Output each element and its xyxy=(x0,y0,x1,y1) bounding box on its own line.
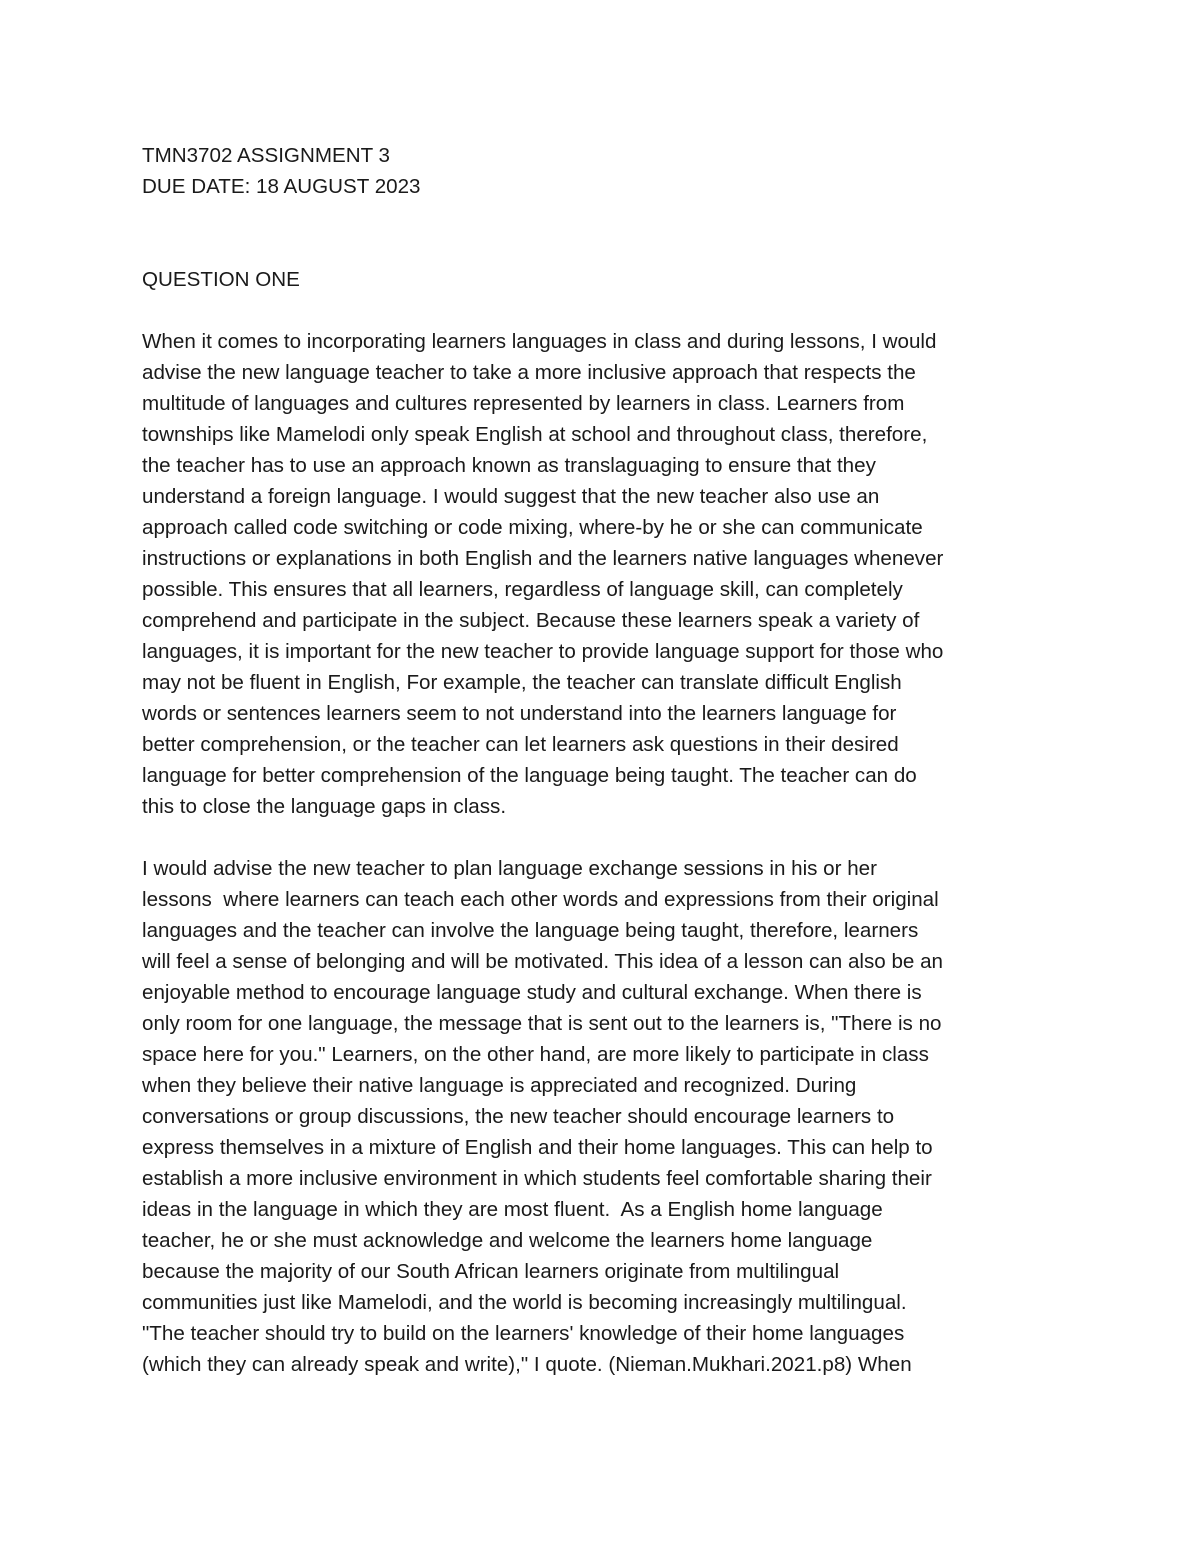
text-line: establish a more inclusive environment in which students feel comfortable sharing their xyxy=(142,1167,932,1190)
text-line: advise the new language teacher to take a more inclusive approach that respects the xyxy=(142,361,916,384)
paragraph-one xyxy=(142,326,1072,822)
text-line: comprehend and participate in the subject. Because these learners speak a variety of xyxy=(142,609,920,632)
paragraph-two xyxy=(142,853,1072,1380)
text-line: I would advise the new teacher to plan language exchange sessions in his or her xyxy=(142,857,877,880)
text-line: lessons where learners can teach each other words and expressions from their original xyxy=(142,888,939,911)
spacer xyxy=(142,822,1072,853)
text-line: possible. This ensures that all learners, regardless of language skill, can completely xyxy=(142,578,903,601)
text-line: because the majority of our South African learners originate from multilingual xyxy=(142,1260,840,1283)
question-heading: QUESTION ONE xyxy=(142,268,300,291)
text-line: conversations or group discussions, the new teacher should encourage learners to xyxy=(142,1105,895,1128)
text-line: instructions or explanations in both English and the learners native languages whenever xyxy=(142,547,944,570)
spacer xyxy=(142,295,1072,326)
text-line: languages, it is important for the new teacher to provide language support for those who xyxy=(142,640,944,663)
text-line: when they believe their native language is appreciated and recognized. During xyxy=(142,1074,857,1097)
text-line: only room for one language, the message that is sent out to the learners is, "There is no xyxy=(142,1012,942,1035)
text-line: townships like Mamelodi only speak English at school and throughout class, therefore, xyxy=(142,423,928,446)
text-line: express themselves in a mixture of English and their home languages. This can help to xyxy=(142,1136,933,1159)
text-line: (which they can already speak and write)," I quote. (Nieman.Mukhari.2021.p8) When xyxy=(142,1353,912,1376)
text-line: enjoyable method to encourage language study and cultural exchange. When there is xyxy=(142,981,922,1004)
text-line: space here for you." Learners, on the other hand, are more likely to participate in class xyxy=(142,1043,929,1066)
document-body xyxy=(142,140,1072,1380)
text-line: understand a foreign language. I would suggest that the new teacher also use an xyxy=(142,485,880,508)
text-line: communities just like Mamelodi, and the world is becoming increasingly multilingual. xyxy=(142,1291,907,1314)
text-line: words or sentences learners seem to not understand into the learners language for xyxy=(142,702,897,725)
text-line: ideas in the language in which they are most fluent. As a English home language xyxy=(142,1198,883,1221)
text-line: this to close the language gaps in class. xyxy=(142,795,507,818)
text-line: languages and the teacher can involve the language being taught, therefore, learners xyxy=(142,919,919,942)
text-line: approach called code switching or code mixing, where-by he or she can communicate xyxy=(142,516,923,539)
text-line: When it comes to incorporating learners languages in class and during lessons, I would xyxy=(142,330,937,353)
spacer xyxy=(142,202,1072,264)
text-line: multitude of languages and cultures represented by learners in class. Learners from xyxy=(142,392,905,415)
text-line: language for better comprehension of the language being taught. The teacher can do xyxy=(142,764,917,787)
text-line: will feel a sense of belonging and will be motivated. This idea of a lesson can also be an xyxy=(142,950,943,973)
assignment-title: TMN3702 ASSIGNMENT 3 xyxy=(142,144,390,167)
text-line: "The teacher should try to build on the learners' knowledge of their home languages xyxy=(142,1322,905,1345)
text-line: teacher, he or she must acknowledge and welcome the learners home language xyxy=(142,1229,873,1252)
text-line: may not be fluent in English, For example, the teacher can translate difficult English xyxy=(142,671,902,694)
due-date: DUE DATE: 18 AUGUST 2023 xyxy=(142,175,421,198)
text-line: better comprehension, or the teacher can let learners ask questions in their desired xyxy=(142,733,899,756)
text-line: the teacher has to use an approach known as translaguaging to ensure that they xyxy=(142,454,876,477)
